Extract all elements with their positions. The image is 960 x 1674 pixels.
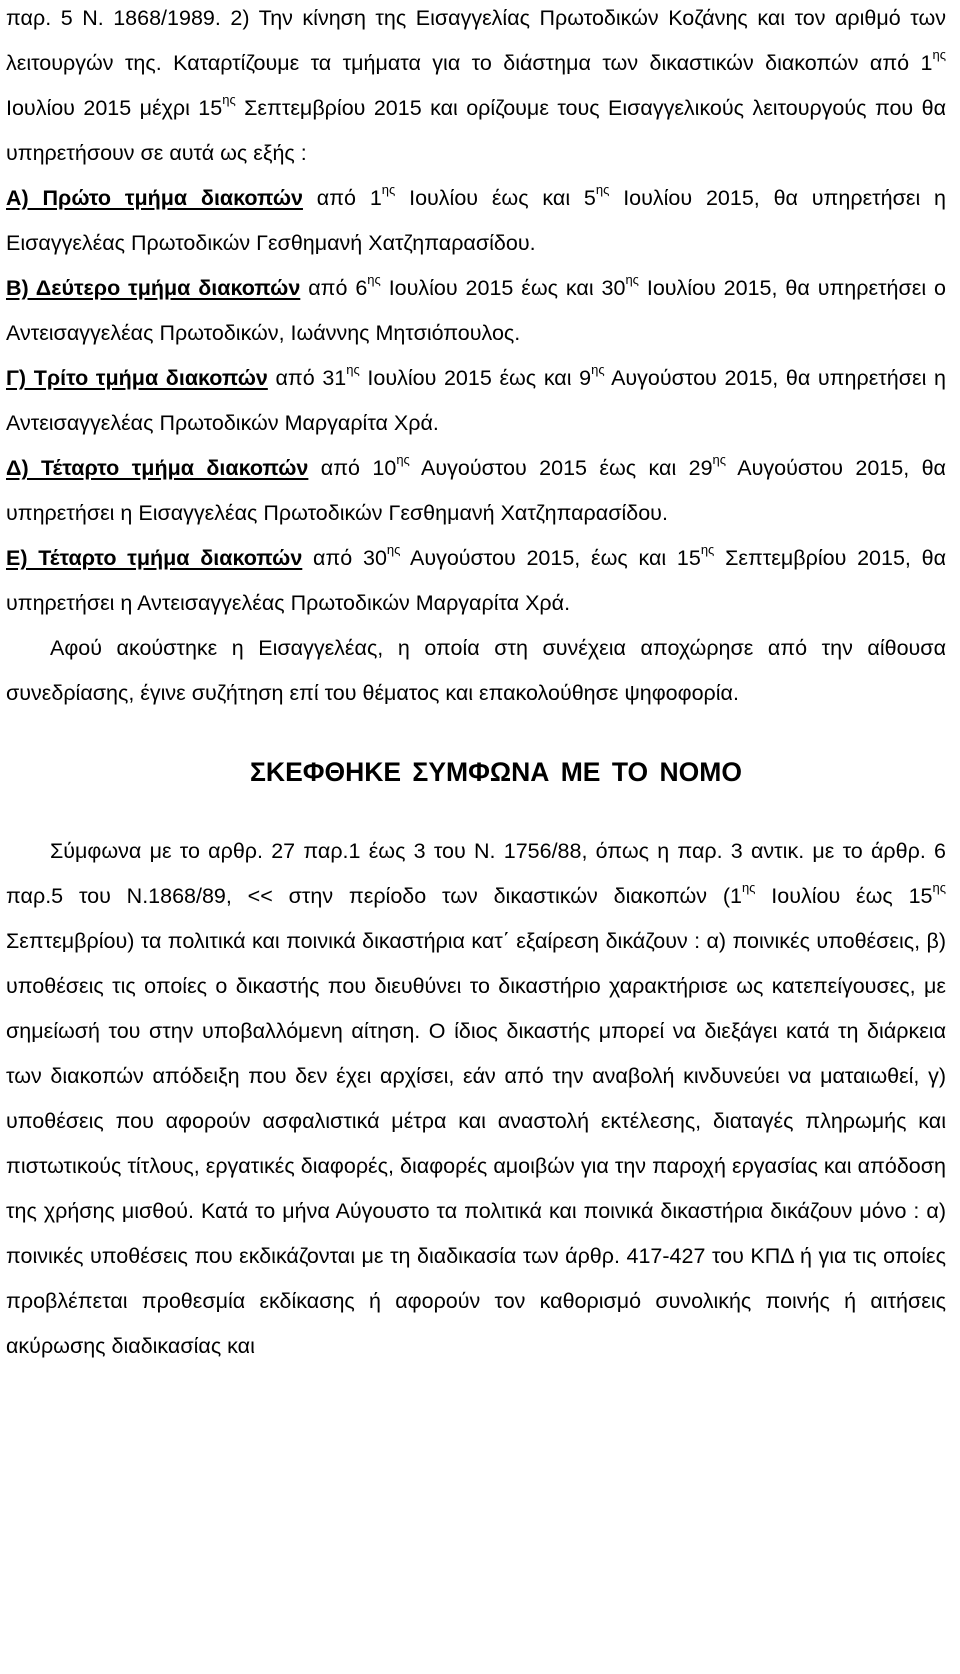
section-a-text: από 1: [302, 186, 382, 210]
section-b-text: από 6: [300, 276, 368, 300]
section-e: [6, 536, 946, 626]
section-c-title: Γ) Τρίτο τμήμα διακοπών: [6, 366, 268, 390]
section-d-text: Αυγούστου 2015 έως και 29: [409, 456, 713, 480]
section-b-text: Ιουλίου 2015, θα υπηρετήσει ο Αντεισαγγελέας Πρωτοδικών, Ιωάννης Μητσιόπουλος.: [6, 276, 946, 345]
ordinal-suffix: ης: [386, 541, 401, 557]
spacer: [6, 716, 946, 750]
ordinal-suffix: ης: [222, 91, 236, 107]
ordinal-suffix: ης: [346, 361, 360, 377]
ordinal-suffix: ης: [625, 271, 639, 287]
section-a-title: Α) Πρώτο τμήμα διακοπών: [6, 186, 303, 210]
ordinal-suffix: ης: [700, 541, 715, 557]
vote-paragraph: Αφού ακούστηκε η Εισαγγελέας, η οποία στη συνέχεια αποχώρησε από την αίθουσα συνεδρίασης, έγινε συζήτηση επί του θέματος και επακολούθησε ψηφοφορία.: [6, 636, 946, 705]
ordinal-suffix: ης: [712, 451, 727, 467]
section-e-text: από 30: [302, 546, 387, 570]
intro-text: παρ. 5 Ν. 1868/1989. 2) Την κίνηση της Εισαγγελίας Πρωτοδικών Κοζάνης και τον αριθμό των λειτουργών της. Καταρτίζουμε τα τμήματα για το διάστημα των δικαστικών διακοπών από 1: [6, 6, 946, 75]
ordinal-suffix: ης: [367, 271, 381, 287]
decision-heading: ΣΚΕΦΘΗΚΕ ΣΥΜΦΩΝΑ ΜΕ ΤΟ ΝΟΜΟ: [250, 757, 742, 787]
intro-text: Σεπτεμβρίου 2015 και ορίζουμε τους Εισαγγελικούς λειτουργούς που θα υπηρετήσουν σε αυτά ως εξής :: [6, 96, 946, 165]
ordinal-suffix: ης: [396, 451, 410, 467]
ordinal-suffix: ης: [741, 879, 756, 895]
section-c: [6, 356, 946, 446]
section-d-title: Δ) Τέταρτο τμήμα διακοπών: [6, 456, 309, 480]
ordinal-suffix: ης: [595, 181, 610, 197]
section-b-title: Β) Δεύτερο τμήμα διακοπών: [6, 276, 301, 300]
section-a: [6, 176, 946, 266]
ordinal-suffix: ης: [591, 361, 605, 377]
section-e-text: Σεπτεμβρίου 2015, θα υπηρετήσει η Αντεισαγγελέας Πρωτοδικών Μαργαρίτα Χρά.: [6, 546, 947, 615]
law-paragraph: [6, 829, 946, 1369]
section-d: [6, 446, 946, 536]
section-d-text: Αυγούστου 2015, θα υπηρετήσει η Εισαγγελέας Πρωτοδικών Γεσθημανή Χατζηπαρασίδου.: [6, 456, 946, 525]
section-d-text: από 10: [308, 456, 397, 480]
section-c-text: Ιουλίου 2015 έως και 9: [359, 366, 592, 390]
section-b: [6, 266, 946, 356]
spacer: [6, 795, 946, 829]
section-c-text: Αυγούστου 2015, θα υπηρετήσει η Αντεισαγγελέας Πρωτοδικών Μαργαρίτα Χρά.: [6, 366, 946, 435]
section-a-text: Ιουλίου έως και 5: [395, 186, 596, 210]
ordinal-suffix: ης: [932, 879, 946, 895]
ordinal-suffix: ης: [381, 181, 396, 197]
ordinal-suffix: ης: [932, 46, 946, 62]
law-text: Ιουλίου έως 15: [755, 884, 933, 908]
section-a-text: Ιουλίου 2015, θα υπηρετήσει η Εισαγγελέας Πρωτοδικών Γεσθημανή Χατζηπαρασίδου.: [6, 186, 947, 255]
section-e-text: Αυγούστου 2015, έως και 15: [400, 546, 701, 570]
section-b-text: Ιουλίου 2015 έως και 30: [380, 276, 626, 300]
section-c-text: από 31: [267, 366, 347, 390]
law-text: Σύμφωνα με το αρθρ. 27 παρ.1 έως 3 του Ν. 1756/88, όπως η παρ. 3 αντικ. με το άρθρ. 6 παρ.5 του Ν.1868/89, << στην περίοδο των δικαστικών διακοπών (1: [6, 839, 946, 908]
section-e-title: Ε) Τέταρτο τμήμα διακοπών: [6, 546, 303, 570]
intro-paragraph: [6, 0, 946, 176]
law-text: Σεπτεμβρίου) τα πολιτικά και ποινικά δικαστήρια κατ΄ εξαίρεση δικάζουν : α) ποινικές υποθέσεις, β) υποθέσεις τις οποίες ο δικαστής που διευθύνει το δικαστήριο χαρακτήρισε ως κατεπείγουσες, με σημείωσή του στην υποβαλλόμενη αίτηση. Ο ίδιος δικαστής μπορεί να διεξάγει κατά τη διάρκεια των διακοπών απόδειξη που δεν έχει αρχίσει, εάν από την αναβολή κινδυνεύει να ματαιωθεί, γ) υποθέσεις που αφορούν ασφαλιστικά μέτρα και αναστολή εκτέλεσης, διαταγές πληρωμής και πιστωτικούς τίτλους, εργατικές διαφορές, διαφορές αμοιβών για την παροχή εργασίας και απόδοση της χρήσης μισθού. Κατά το μήνα Αύγουστο τα πολιτικά και ποινικά δικαστήρια δικάζουν μόνο : α) ποινικές υποθέσεις που εκδικάζονται με τη διαδικασία των άρθρ. 417-427 του ΚΠΔ ή για τις οποίες προβλέπεται προθεσμία εκδίκασης ή αφορούν τον καθορισμό συνολικής ποινής ή αιτήσεις ακύρωσης διαδικασίας και: [6, 929, 946, 1358]
intro-text: Ιουλίου 2015 μέχρι 15: [6, 96, 223, 120]
